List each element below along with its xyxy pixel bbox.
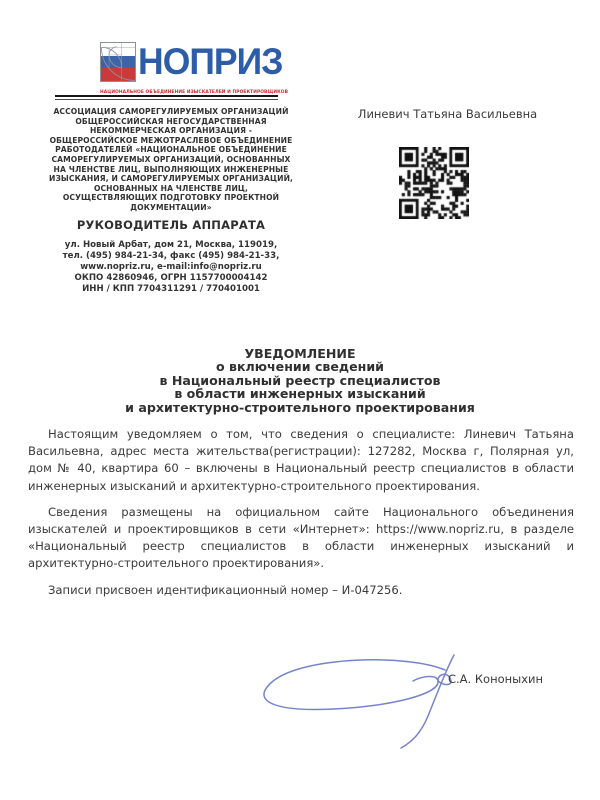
document-title: УВЕДОМЛЕНИЕ о включении сведений в Национальный реестр специалистов в области инженерных изысканий и архитектурно-строительного проектирования [125,346,475,415]
paragraph-id-number: Записи присвоен идентификационный номер – И-047256. [48,582,403,597]
document-body [28,426,574,608]
inn-kpp-line: ИНН / КПП 7704311291 / 770401001 [82,284,260,294]
paragraph-website: Сведения размещены на официальном сайте Национального объединения изыскателей и проектировщиков в сети «Интернет»: https://www.nopriz.ru, в разделе «Национальный реестр специалистов в области инженерных изысканий и архитектурно-строительного проектирования». [28,504,574,571]
qr-code [399,147,469,219]
header-divider [55,95,278,100]
org-description: АССОЦИАЦИЯ САМОРЕГУЛИРУЕМЫХ ОРГАНИЗАЦИЙ ОБЩЕРОССИЙСКАЯ НЕГОСУДАРСТВЕННАЯ НЕКОММЕРЧЕСКАЯ ОРГАНИЗАЦИЯ - ОБЩЕРОССИЙСКОЕ МЕЖОТРАСЛЕВОЕ ОБЪЕДИНЕНИЕ РАБОТОДАТЕЛЕЙ «НАЦИОНАЛЬНОЕ ОБЪЕДИНЕНИЕ САМОРЕГУЛИРУЕМЫХ ОРГАНИЗАЦИЙ, ОСНОВАННЫХ НА ЧЛЕНСТВЕ ЛИЦ, ВЫПОЛНЯЮЩИХ ИНЖЕНЕРНЫЕ ИЗЫСКАНИЯ, И САМОРЕГУЛИРУЕМЫХ ОРГАНИЗАЦИЙ, ОСНОВАННЫХ НА ЧЛЕНСТВЕ ЛИЦ, ОСУЩЕСТВЛЯЮЩИХ ПОДГОТОВКУ ПРОЕКТНОЙ ДОКУМЕНТАЦИИ» [48,107,294,212]
web-email-line: www.nopriz.ru, e-mail:info@nopriz.ru [80,262,262,272]
signatory-name: С.А. Кононыхин [448,672,544,686]
address-line: ул. Новый Арбат, дом 21, Москва, 119019, [64,240,278,250]
recipient-name: Линевич Татьяна Васильевна [357,107,538,121]
okpo-ogrn-line: ОКПО 42860946, ОГРН 1157700004142 [74,273,268,283]
phone-line: тел. (495) 984-21-34, факс (495) 984-21-33, [62,251,280,261]
signature-stroke [240,648,505,763]
golden-spiral-icon [101,43,135,81]
nopriz-logo [100,42,289,82]
contact-info [28,240,314,295]
logo-caption: НАЦИОНАЛЬНОЕ ОБЪЕДИНЕНИЕ ИЗЫСКАТЕЛЕЙ И ПРОЕКТИРОВЩИКОВ [100,89,289,95]
paragraph-inclusion: Настоящим уведомляем о том, что сведения о специалисте: Линевич Татьяна Васильевна, адрес места жительства(регистрации): 127282, Москва г, Полярная ул, дом № 40, квартира 60 – включены в Национальный реестр специалистов в области инженерных изысканий и архитектурно-строительного проектирования. [28,427,574,493]
brand-wordmark: НОПРИЗ [138,41,283,82]
flag-spiral-icon [100,42,136,82]
department-title: РУКОВОДИТЕЛЬ АППАРАТА [76,218,266,232]
